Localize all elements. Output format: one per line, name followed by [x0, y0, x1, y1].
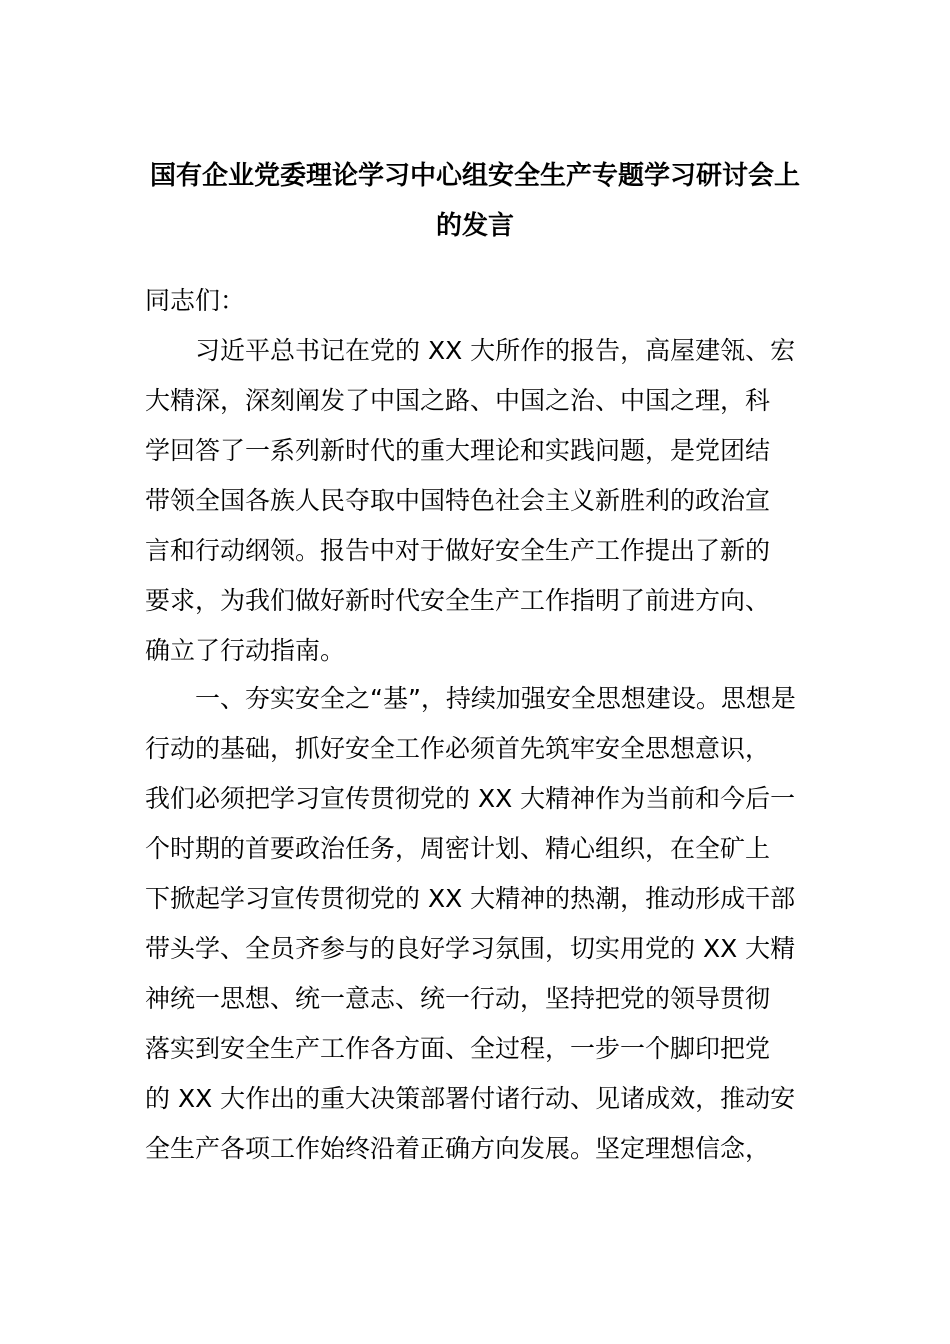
paragraph-line: 习近平总书记在党的 XX 大所作的报告，高屋建瓴、宏 — [195, 336, 796, 365]
document-title-line-2: 的发言 — [435, 211, 514, 241]
paragraph-line: 行动的基础，抓好安全工作必须首先筑牢安全思想意识， — [145, 734, 771, 763]
paragraph-line: 一、夯实安全之“基”，持续加强安全思想建设。思想是 — [195, 684, 796, 713]
paragraph-line: 我们必须把学习宣传贯彻党的 XX 大精神作为当前和今后一 — [145, 784, 796, 813]
paragraph-line: 落实到安全生产工作各方面、全过程，一步一个脚印把党 — [145, 1034, 771, 1063]
paragraph-line: 全生产各项工作始终沿着正确方向发展。坚定理想信念， — [145, 1134, 771, 1163]
paragraph-line: 大精深，深刻阐发了中国之路、中国之治、中国之理，科 — [145, 386, 771, 415]
paragraph-line: 带头学、全员齐参与的良好学习氛围，切实用党的 XX 大精 — [145, 934, 796, 963]
paragraph-line: 下掀起学习宣传贯彻党的 XX 大精神的热潮，推动形成干部 — [145, 884, 796, 913]
paragraph-line: 学回答了一系列新时代的重大理论和实践问题，是党团结 — [145, 436, 771, 465]
document-title-line-1: 国有企业党委理论学习中心组安全生产专题学习研讨会上 — [149, 161, 800, 191]
paragraph-line: 言和行动纲领。报告中对于做好安全生产工作提出了新的 — [145, 536, 771, 565]
paragraph-line: 带领全国各族人民夺取中国特色社会主义新胜利的政治宣 — [145, 486, 771, 515]
paragraph-line: 确立了行动指南。 — [145, 636, 346, 665]
paragraph-line: 要求，为我们做好新时代安全生产工作指明了前进方向、 — [145, 586, 771, 615]
paragraph-line: 的 XX 大作出的重大决策部署付诸行动、见诸成效，推动安 — [145, 1084, 796, 1113]
paragraph-line: 神统一思想、统一意志、统一行动，坚持把党的领导贯彻 — [145, 984, 771, 1013]
salutation: 同志们： — [145, 286, 246, 315]
paragraph-line: 个时期的首要政治任务，周密计划、精心组织，在全矿上 — [145, 834, 771, 863]
